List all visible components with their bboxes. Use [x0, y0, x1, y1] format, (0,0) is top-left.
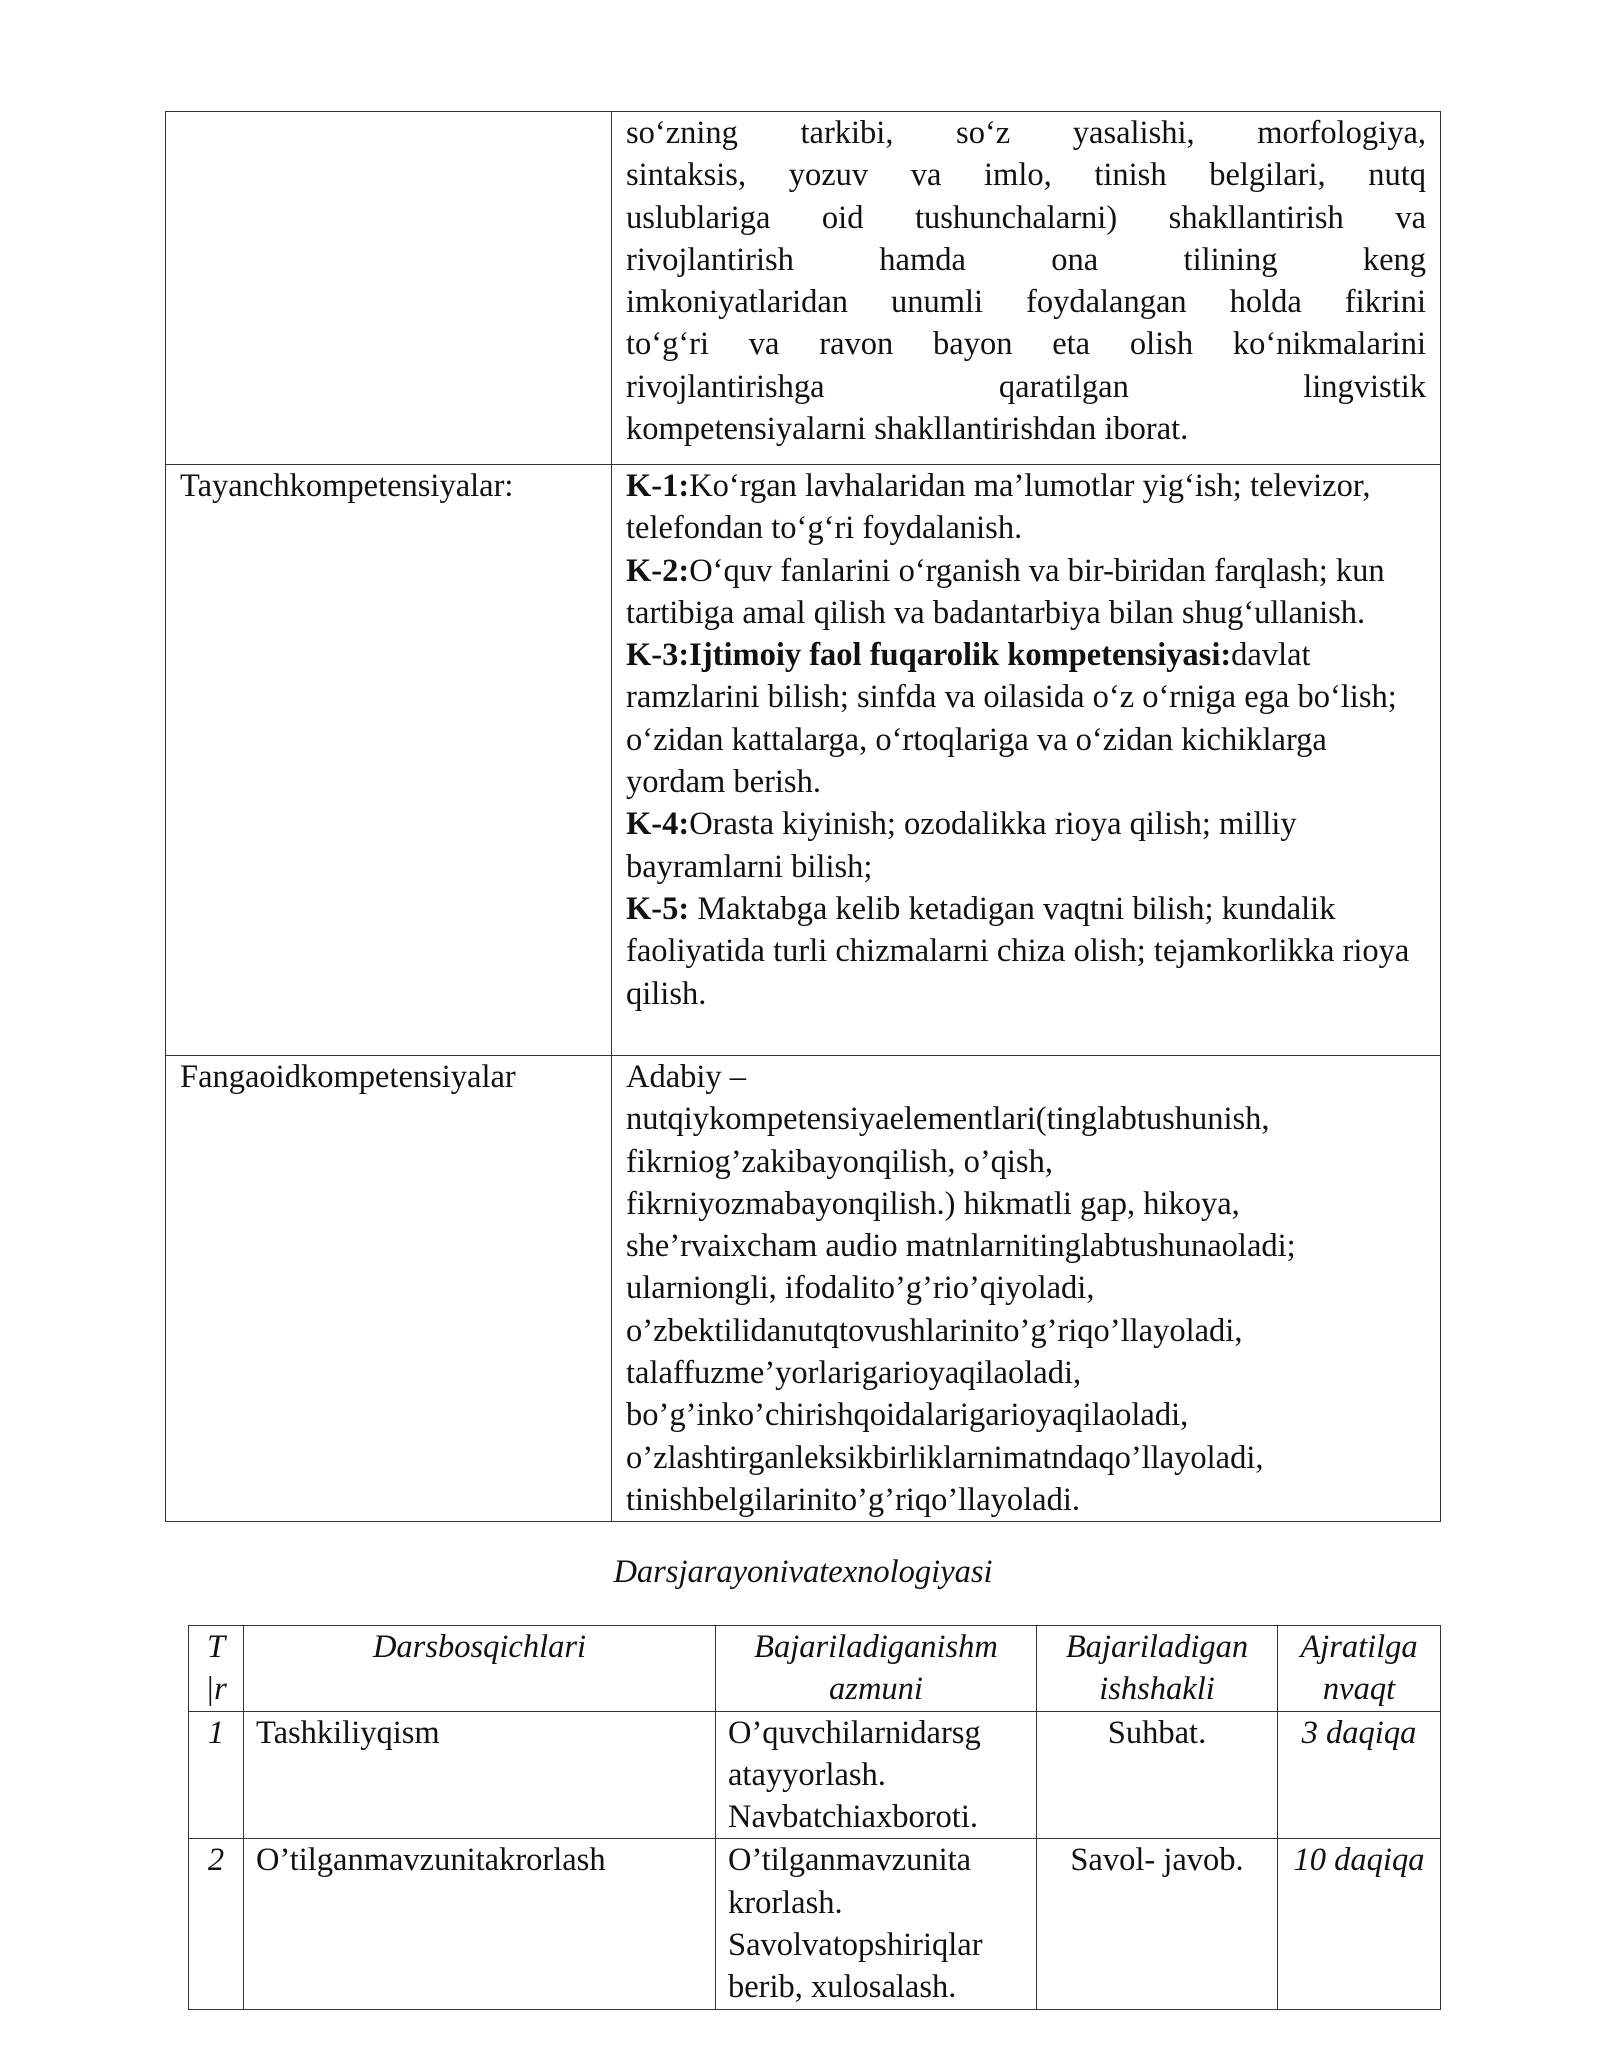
header-content: Bajariladiganishm azmuni [716, 1626, 1037, 1712]
text-line: tinishbelgilarinito’g’riqo’llayoladi. [626, 1481, 1081, 1518]
table-header-row [189, 1626, 1441, 1712]
competency-text: Maktabga kelib ketadigan vaqtni bilish; kundalik faoliyatida turli chizmalarni chiza olish; tejamkorlikka rioya qilish. [626, 890, 1410, 1012]
row-stage: O’tilganmavzunitakrorlash [244, 1839, 716, 2009]
competency-text: davlat ramzlarini bilish; sinfda va oilasida o‘z o‘rniga ega bo‘lish; o‘zidan kattalarga, o‘rtoqlariga va o‘zidan kichiklarga yordam berish. [626, 637, 1397, 801]
row-number: 2 [189, 1839, 244, 2009]
subject-competencies-cell [612, 1056, 1441, 1522]
row-content: O’tilganmavzunita krorlash. Savolvatopshiriqlar berib, xulosalash. [716, 1839, 1037, 2009]
text-line: Adabiy – [626, 1059, 747, 1095]
text-line: o’zbektilidanutqtovushlarinito’g’riqo’llayoladi, [626, 1312, 1243, 1349]
competency-k2 [626, 550, 1426, 635]
competency-code: K-4: [626, 806, 690, 843]
text-line: to‘g‘ri va ravon bayon eta olish ko‘nikmalarini [626, 326, 1426, 363]
competency-code: K-5: [626, 890, 690, 927]
text-line: ularniongli, ifodalito’g’rio’qiyoladi, [626, 1270, 1095, 1307]
text-line: uslublariga oid tushunchalarni) shakllantirish va [626, 199, 1426, 236]
competency-k1 [626, 465, 1426, 550]
text-line: sintaksis, yozuv va imlo, tinish belgilari, nutq [626, 157, 1426, 194]
competency-text: Ko‘rgan lavhalaridan ma’lumotlar yig‘ish; televizor, telefondan to‘g‘ri foydalanish. [626, 468, 1371, 547]
competency-code: K-1: [626, 468, 690, 504]
competency-code: K-3:Ijtimoiy faol fuqarolik kompetensiyasi: [626, 637, 1232, 674]
competency-k4 [626, 803, 1426, 888]
text-line: talaffuzme’yorlarigarioyaqilaoladi, [626, 1355, 1082, 1392]
row-time: 3 daqiqa [1278, 1711, 1441, 1839]
header-number: T |r [189, 1626, 244, 1712]
row-content: O’quvchilarnidarsg atayyorlash. Navbatchiaxboroti. [716, 1711, 1037, 1839]
competency-k5 [626, 888, 1426, 1015]
text-line: nutqiykompetensiyaelementlari(tinglabtushunish, [626, 1101, 1270, 1138]
lesson-process-table [188, 1625, 1441, 2010]
competency-code: K-2: [626, 552, 690, 589]
text-line: bo’g’inko’chirishqoidalarigarioyaqilaoladi, [626, 1397, 1189, 1434]
header-stage: Darsbosqichlari [244, 1626, 716, 1712]
text-line: fikrniyozmabayonqilish.) hikmatli gap, hikoya, [626, 1185, 1240, 1222]
objective-text-cell [612, 112, 1441, 465]
text-line: rivojlantirishga qaratilgan lingvistik [626, 368, 1426, 405]
table-row [189, 1839, 1441, 2009]
row-label [166, 112, 612, 465]
table-row [166, 465, 1441, 1056]
text-line: so‘zning tarkibi, so‘z yasalishi, morfologiya, [626, 115, 1426, 151]
row-label-subject-competencies: Fangaoidkompetensiyalar [166, 1056, 612, 1522]
competency-text: Orasta kiyinish; ozodalikka rioya qilish; milliy bayramlarni bilish; [626, 806, 1297, 885]
text-line: she’rvaixcham audio matnlarnitinglabtushunaoladi; [626, 1228, 1296, 1265]
table-row [189, 1711, 1441, 1839]
row-label-core-competencies: Tayanchkompetensiyalar: [166, 465, 612, 1056]
header-time: Ajratilga nvaqt [1278, 1626, 1441, 1712]
row-time: 10 daqiqa [1278, 1839, 1441, 2009]
section-caption: Darsjarayonivatexnologiyasi [613, 1554, 993, 1590]
text-line: imkoniyatlaridan unumli foydalangan holda fikrini [626, 284, 1426, 321]
table-row [166, 1056, 1441, 1522]
header-form: Bajariladigan ishshakli [1037, 1626, 1278, 1712]
table-row [166, 112, 1441, 465]
competency-k3 [626, 634, 1426, 803]
row-form: Savol- javob. [1037, 1839, 1278, 2009]
text-line: kompetensiyalarni shakllantirishdan iborat. [626, 411, 1189, 448]
row-form: Suhbat. [1037, 1711, 1278, 1839]
text-line: rivojlantirish hamda ona tilining keng [626, 241, 1426, 278]
text-line: fikrniog’zakibayonqilish, o’qish, [626, 1143, 1053, 1180]
core-competencies-cell [612, 465, 1441, 1056]
text-line: o’zlashtirganleksikbirliklarnimatndaqo’llayoladi, [626, 1439, 1264, 1476]
row-stage: Tashkiliyqism [244, 1711, 716, 1839]
competency-table [165, 111, 1441, 1522]
competency-text: O‘quv fanlarini o‘rganish va bir-biridan farqlash; kun tartibiga amal qilish va badantarbiya bilan shug‘ullanish. [626, 552, 1385, 631]
row-number: 1 [189, 1711, 244, 1839]
